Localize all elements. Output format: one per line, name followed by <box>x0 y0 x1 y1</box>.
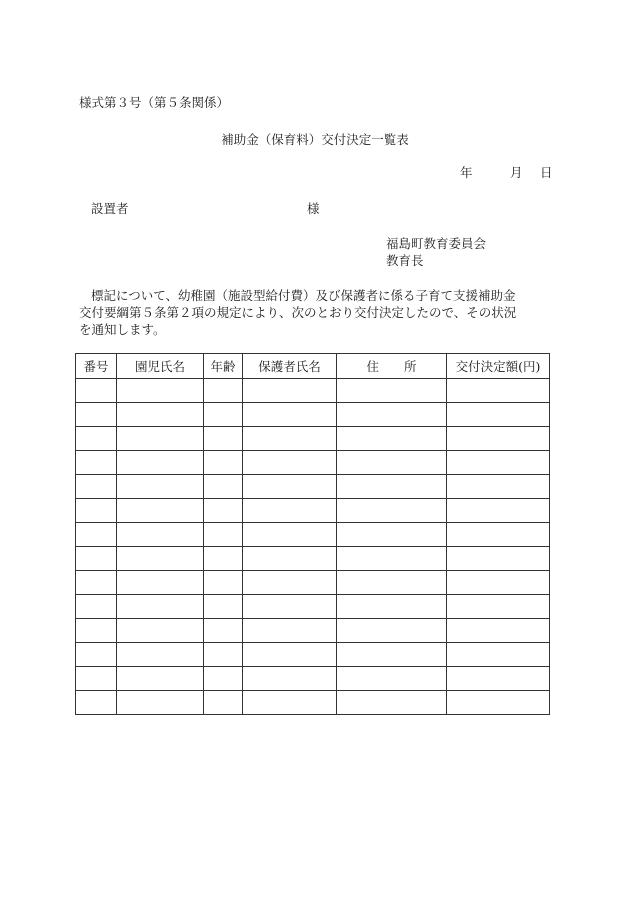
table-cell <box>204 691 243 715</box>
table-cell <box>117 451 204 475</box>
date-day-label: 日 <box>540 165 553 180</box>
table-row <box>76 451 550 475</box>
table-cell <box>117 595 204 619</box>
table-cell <box>447 619 550 643</box>
table-cell <box>243 595 337 619</box>
table-cell <box>204 523 243 547</box>
table-cell <box>117 379 204 403</box>
issuer-title: 教育長 <box>386 253 424 268</box>
table-cell <box>204 403 243 427</box>
table-cell <box>204 571 243 595</box>
table-row <box>76 427 550 451</box>
table-cell <box>117 667 204 691</box>
table-cell <box>76 619 117 643</box>
table-cell <box>117 571 204 595</box>
table-cell <box>447 643 550 667</box>
table-cell <box>204 451 243 475</box>
date-month-label: 月 <box>510 165 523 180</box>
recipient-honorific: 様 <box>307 201 320 216</box>
table-cell <box>117 619 204 643</box>
table-cell <box>204 619 243 643</box>
table-row <box>76 379 550 403</box>
table-row <box>76 691 550 715</box>
table-cell <box>243 643 337 667</box>
table-cell <box>447 475 550 499</box>
table-cell <box>76 403 117 427</box>
table-row <box>76 667 550 691</box>
table-cell <box>117 427 204 451</box>
table-cell <box>243 499 337 523</box>
table-row <box>76 571 550 595</box>
form-number: 様式第３号（第５条関係） <box>79 95 230 110</box>
table-cell <box>447 523 550 547</box>
table-cell <box>337 571 447 595</box>
table-cell <box>243 691 337 715</box>
table-cell <box>204 379 243 403</box>
table-row <box>76 523 550 547</box>
body-text-line: 交付要綱第５条第２項の規定により、次のとおり交付決定したので、その状況 <box>79 305 517 320</box>
table-cell <box>243 427 337 451</box>
table-cell <box>76 595 117 619</box>
table-cell <box>204 595 243 619</box>
table-cell <box>204 427 243 451</box>
table-cell <box>117 643 204 667</box>
table-header-row <box>76 354 550 379</box>
table-cell <box>337 643 447 667</box>
table-row <box>76 619 550 643</box>
table-cell <box>76 667 117 691</box>
table-cell <box>447 595 550 619</box>
table-cell <box>337 595 447 619</box>
table-cell <box>117 475 204 499</box>
header-number: 番号 <box>76 354 117 379</box>
table-cell <box>243 571 337 595</box>
table-cell <box>337 427 447 451</box>
header-guardian-name: 保護者氏名 <box>243 354 337 379</box>
table-body <box>76 379 550 715</box>
table-cell <box>243 379 337 403</box>
table-cell <box>337 547 447 571</box>
table-cell <box>447 571 550 595</box>
table-cell <box>447 403 550 427</box>
table-cell <box>447 691 550 715</box>
table-cell <box>337 379 447 403</box>
table-row <box>76 499 550 523</box>
table-cell <box>337 475 447 499</box>
table-row <box>76 643 550 667</box>
table-cell <box>76 379 117 403</box>
recipient-label: 設置者 <box>91 201 129 216</box>
table-cell <box>76 547 117 571</box>
table-row <box>76 475 550 499</box>
table-cell <box>337 667 447 691</box>
table-cell <box>204 667 243 691</box>
table-cell <box>117 691 204 715</box>
table-cell <box>204 499 243 523</box>
table-cell <box>76 523 117 547</box>
table-cell <box>117 547 204 571</box>
table-cell <box>243 619 337 643</box>
date-year-label: 年 <box>460 165 473 180</box>
table-cell <box>117 523 204 547</box>
decision-table <box>75 353 550 715</box>
document-title: 補助金（保育料）交付決定一覧表 <box>221 132 409 147</box>
table-cell <box>447 667 550 691</box>
table-row <box>76 595 550 619</box>
table-cell <box>337 619 447 643</box>
table-cell <box>337 451 447 475</box>
table-cell <box>447 427 550 451</box>
table-cell <box>76 571 117 595</box>
table-cell <box>337 403 447 427</box>
table-cell <box>447 451 550 475</box>
header-age: 年齢 <box>204 354 243 379</box>
body-text-line: 標記について、幼稚園（施設型給付費）及び保護者に係る子育て支援補助金 <box>91 288 516 303</box>
table-cell <box>243 523 337 547</box>
table-cell <box>117 499 204 523</box>
table-cell <box>204 475 243 499</box>
table-cell <box>337 523 447 547</box>
header-address: 住 所 <box>337 354 447 379</box>
table-cell <box>447 499 550 523</box>
header-child-name: 園児氏名 <box>117 354 204 379</box>
table-cell <box>337 691 447 715</box>
table-cell <box>243 475 337 499</box>
table-cell <box>243 667 337 691</box>
table-cell <box>76 499 117 523</box>
table-cell <box>243 547 337 571</box>
table-cell <box>76 643 117 667</box>
table-cell <box>204 547 243 571</box>
table-cell <box>337 499 447 523</box>
table-cell <box>447 547 550 571</box>
table-cell <box>76 691 117 715</box>
table-cell <box>243 451 337 475</box>
header-amount: 交付決定額(円) <box>447 354 550 379</box>
table-cell <box>447 379 550 403</box>
table-cell <box>76 475 117 499</box>
body-text-line: を通知します。 <box>79 322 166 337</box>
table-cell <box>76 451 117 475</box>
issuer-organization: 福島町教育委員会 <box>386 236 487 251</box>
table-row <box>76 547 550 571</box>
table-cell <box>243 403 337 427</box>
table-cell <box>117 403 204 427</box>
table-cell <box>76 427 117 451</box>
table-cell <box>204 643 243 667</box>
table-row <box>76 403 550 427</box>
